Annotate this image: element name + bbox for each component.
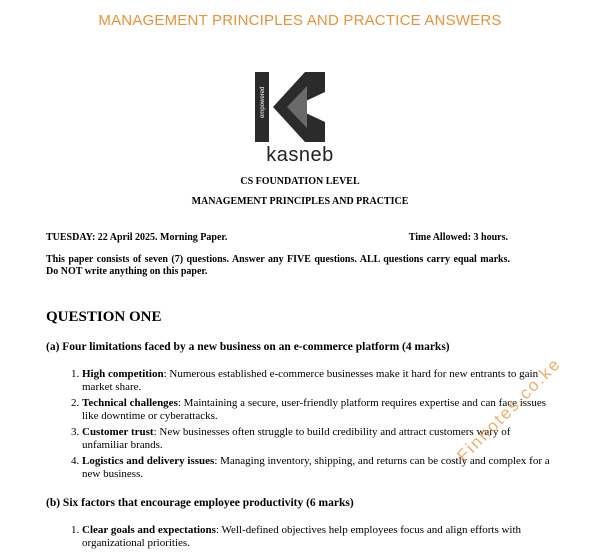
brand-name: kasneb (266, 144, 334, 166)
part-b-list (62, 524, 552, 553)
exam-subject: MANAGEMENT PRINCIPLES AND PRACTICE (191, 196, 409, 207)
exam-instructions: This paper consists of seven (7) questions. Answer any FIVE questions. ALL questions carry equal marks. Do NOT write anything on this paper. (46, 254, 510, 277)
list-item (82, 455, 552, 481)
item-text: : Managing inventory, shipping, and returns can be costly and complex for a new business. (82, 455, 550, 480)
exam-level: CS FOUNDATION LEVEL (240, 176, 360, 187)
item-term: Logistics and delivery issues (82, 455, 215, 467)
part-b-heading: (b) Six factors that encourage employee productivity (6 marks) (46, 497, 354, 509)
question-title: QUESTION ONE (46, 309, 162, 325)
list-item (82, 397, 552, 423)
item-term: Customer trust (82, 426, 154, 438)
item-text: : New businesses often struggle to build credibility and attract customers wary of unfamiliar brands. (82, 426, 511, 451)
kasneb-logo-icon (255, 72, 325, 142)
exam-date: TUESDAY: 22 April 2025. Morning Paper. (46, 232, 228, 243)
item-text: : Numerous established e-commerce businesses make it hard for new entrants to gain market share. (82, 368, 539, 393)
item-term: Technical challenges (82, 397, 178, 409)
item-text: : Well-defined objectives help employees focus and align efforts with organizational priorities. (82, 524, 522, 549)
watermark-text: Finnotes.co.ke (453, 353, 565, 466)
logo-tagline: empowered (260, 86, 266, 118)
exam-time-allowed: Time Allowed: 3 hours. (408, 232, 508, 243)
item-text: : Maintaining a secure, user-friendly platform requires expertise and can face issues like downtime or cyberattacks. (82, 397, 546, 422)
item-term: Clear goals and expectations (82, 524, 216, 536)
list-item (82, 524, 552, 550)
list-item (82, 368, 552, 394)
exam-date-row (46, 232, 508, 243)
part-a-heading: (a) Four limitations faced by a new business on an e-commerce platform (4 marks) (46, 341, 450, 353)
page-banner-title: MANAGEMENT PRINCIPLES AND PRACTICE ANSWERS (98, 12, 502, 29)
item-term: High competition (82, 368, 164, 380)
